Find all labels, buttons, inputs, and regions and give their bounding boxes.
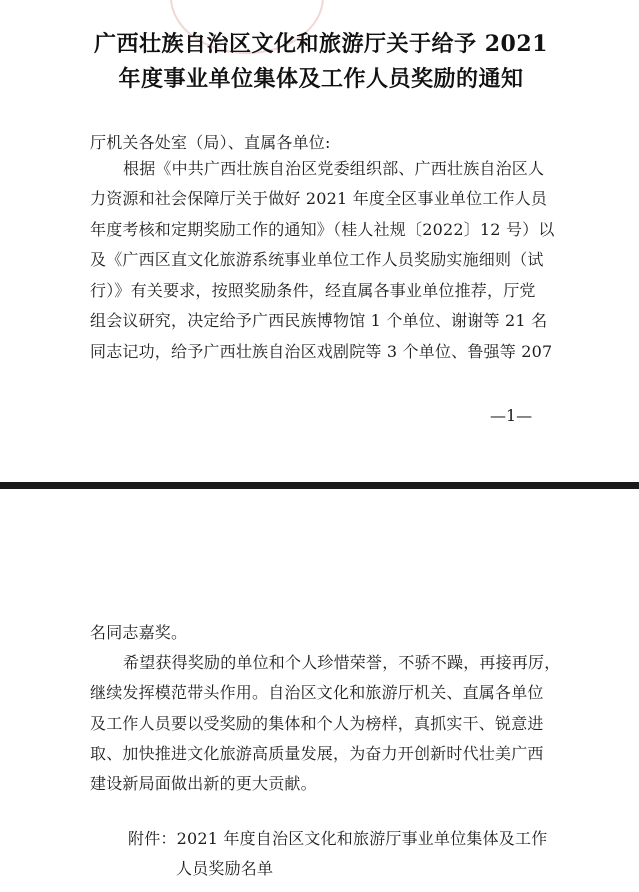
paragraph1-line: 及《广西区直文化旅游系统事业单位工作人员奖励实施细则（试 [90,250,544,269]
document-page-2 [0,489,639,892]
paragraph1-line: 组会议研究，决定给予广西民族博物馆 1 个单位、谢谢等 21 名 [90,311,548,330]
salutation: 厅机关各处室（局）、直属各单位: [90,133,331,152]
attachment-line-1: 附件：2021 年度自治区文化和旅游厅事业单位集体及工作 [128,829,548,848]
paragraph1-line: 行）》有关要求，按照奖励条件，经直属各事业单位推荐，厅党 [90,281,536,300]
paragraph2-line: 建设新局面做出新的更大贡献。 [90,774,317,793]
paragraph1-line: 力资源和社会保障厅关于做好 2021 年度全区事业单位工作人员 [90,189,548,208]
page-separator [0,482,639,489]
title-line-1: 广西壮族自治区文化和旅游厅关于给予 2021 [94,31,548,57]
paragraph2-line: 取、加快推进文化旅游高质量发展，为奋力开创新时代壮美广西 [90,744,544,763]
page-number: —1— [490,406,533,425]
title-line-2: 年度事业单位集体及工作人员奖励的通知 [118,66,524,92]
paragraph2-line: 继续发挥模范带头作用。自治区文化和旅游厅机关、直属各单位 [90,683,544,702]
paragraph1-line: 根据《中共广西壮族自治区党委组织部、广西壮族自治区人 [123,159,545,178]
paragraph1-line: 同志记功，给予广西壮族自治区戏剧院等 3 个单位、鲁强等 207 [90,342,553,361]
paragraph1-continuation: 名同志嘉奖。 [90,623,188,642]
attachment-line-2: 人员奖励名单 [176,859,274,878]
paragraph2-line: 及工作人员要以受奖励的集体和个人为榜样，真抓实干、锐意进 [90,714,544,733]
paragraph1-line: 年度考核和定期奖励工作的通知》（桂人社规〔2022〕12 号）以 [90,220,555,239]
paragraph2-line: 希望获得奖励的单位和个人珍惜荣誉，不骄不躁，再接再厉， [123,653,561,672]
